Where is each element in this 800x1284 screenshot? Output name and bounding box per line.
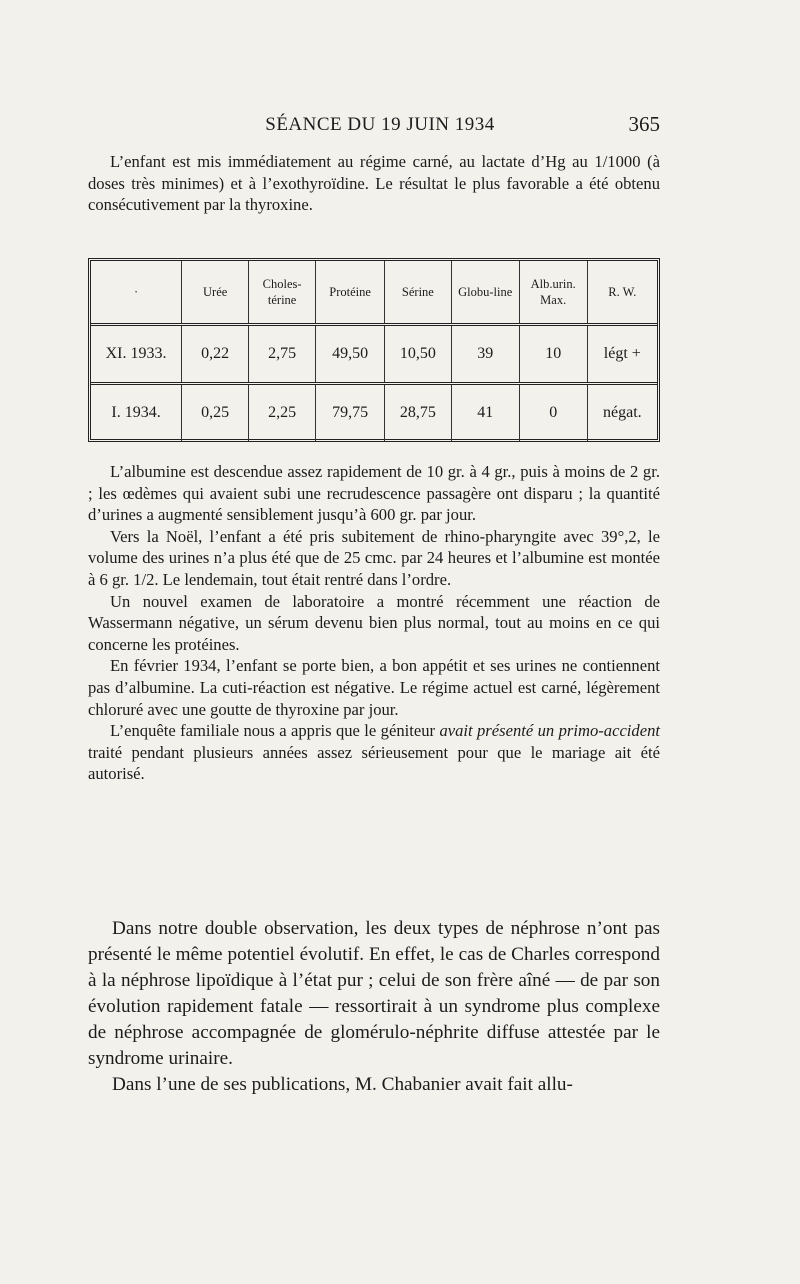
table-cell: 28,75 <box>385 384 452 442</box>
table-row <box>91 384 657 442</box>
paragraph-wassermann: Un nouvel examen de laboratoire a montré récemment une réaction de Wassermann négative, un sérum devenu bien plus normal, tout au moins en ce qui concerne les protéines. <box>88 591 660 654</box>
table-cell: 41 <box>451 384 519 442</box>
paragraph-discussion: Dans notre double observation, les deux types de néphrose n’ont pas présenté le même potentiel évolutif. En effet, le cas de Charles correspond à la néphrose lipoïdique à l’état pur ; celui de son frère aîné — de par son évolution rapidement fatale — ressortirait à un syndrome plus complexe de néphrose accompagnée de glomérulo-néphrite diffuse attestée par le syndrome urinaire. <box>88 918 660 1069</box>
paragraph-chabanier: Dans l’une de ses publications, M. Chabanier avait fait allu- <box>112 1074 573 1095</box>
table-cell: 39 <box>451 325 519 384</box>
table-cell: 79,75 <box>316 384 385 442</box>
header-cell: Urée <box>182 261 249 325</box>
table-cell: négat. <box>587 384 657 442</box>
header-cell: Sérine <box>385 261 452 325</box>
table-cell: 0 <box>519 384 587 442</box>
enquete-text-start: L’enquête familiale nous a appris que le géniteur <box>110 721 440 741</box>
paragraph-albumine: L’albumine est descendue assez rapidement de 10 gr. à 4 gr., puis à moins de 2 gr. ; les œdèmes qui avaient subi une recrudescence passagère ont disparu ; la quantité d’urines a augmenté sensiblement jusqu’à 600 gr. par jour. <box>88 462 660 525</box>
table-cell: 10 <box>519 325 587 384</box>
page-header <box>100 110 660 140</box>
header-cell: Choles-térine <box>249 261 316 325</box>
table-cell: XI. 1933. <box>91 325 182 384</box>
paragraph-treatment: L’enfant est mis immédiatement au régime carné, au lactate d’Hg au 1/1000 (à doses très minimes) et à l’exothyroïdine. Le résultat le plus favorable a été obtenu consécutivement par la thyroxine. <box>88 152 660 215</box>
table-cell: 2,25 <box>249 384 316 442</box>
enquete-text-italic: avait présenté un primo-accident <box>439 721 660 741</box>
paragraph-fevrier: En février 1934, l’enfant se porte bien, a bon appétit et ses urines ne contiennent pas d’albumine. La cuti-réaction est négative. Le régime actuel est carné, légèrement chloruré avec une goutte de thyroxine par jour. <box>88 656 660 719</box>
table-cell: I. 1934. <box>111 404 161 421</box>
page-number: 365 <box>628 112 660 136</box>
enquete-text-end: traité pendant plusieurs années assez sérieusement pour que le mariage ait été autorisé. <box>88 742 660 784</box>
table-row <box>91 325 657 384</box>
lab-results-table <box>88 258 660 442</box>
header-cell: Alb.urin. Max. <box>519 261 587 325</box>
header-cell: R. W. <box>587 261 657 325</box>
header-cell: Protéine <box>316 261 385 325</box>
discussion-block <box>88 916 660 1098</box>
table-header-row <box>91 261 657 325</box>
table-cell: légt + <box>587 325 657 384</box>
table-cell: 2,75 <box>249 325 316 384</box>
table-cell: 0,25 <box>182 384 249 442</box>
table-cell: 49,50 <box>316 325 385 384</box>
table-cell: 10,50 <box>385 325 452 384</box>
observations-block <box>88 461 660 785</box>
paragraph-enquete <box>88 720 660 785</box>
header-cell: · <box>91 261 182 325</box>
paragraph-noel: Vers la Noël, l’enfant a été pris subitement de rhino-pharyngite avec 39°,2, le volume des urines n’a plus été que de 25 cmc. par 24 heures et l’albumine est montée à 6 gr. 1/2. Le lendemain, tout était rentré dans l’ordre. <box>88 526 660 589</box>
table-cell: 0,22 <box>182 325 249 384</box>
running-title: SÉANCE DU 19 JUIN 1934 <box>265 114 495 135</box>
header-cell: Globu-line <box>451 261 519 325</box>
